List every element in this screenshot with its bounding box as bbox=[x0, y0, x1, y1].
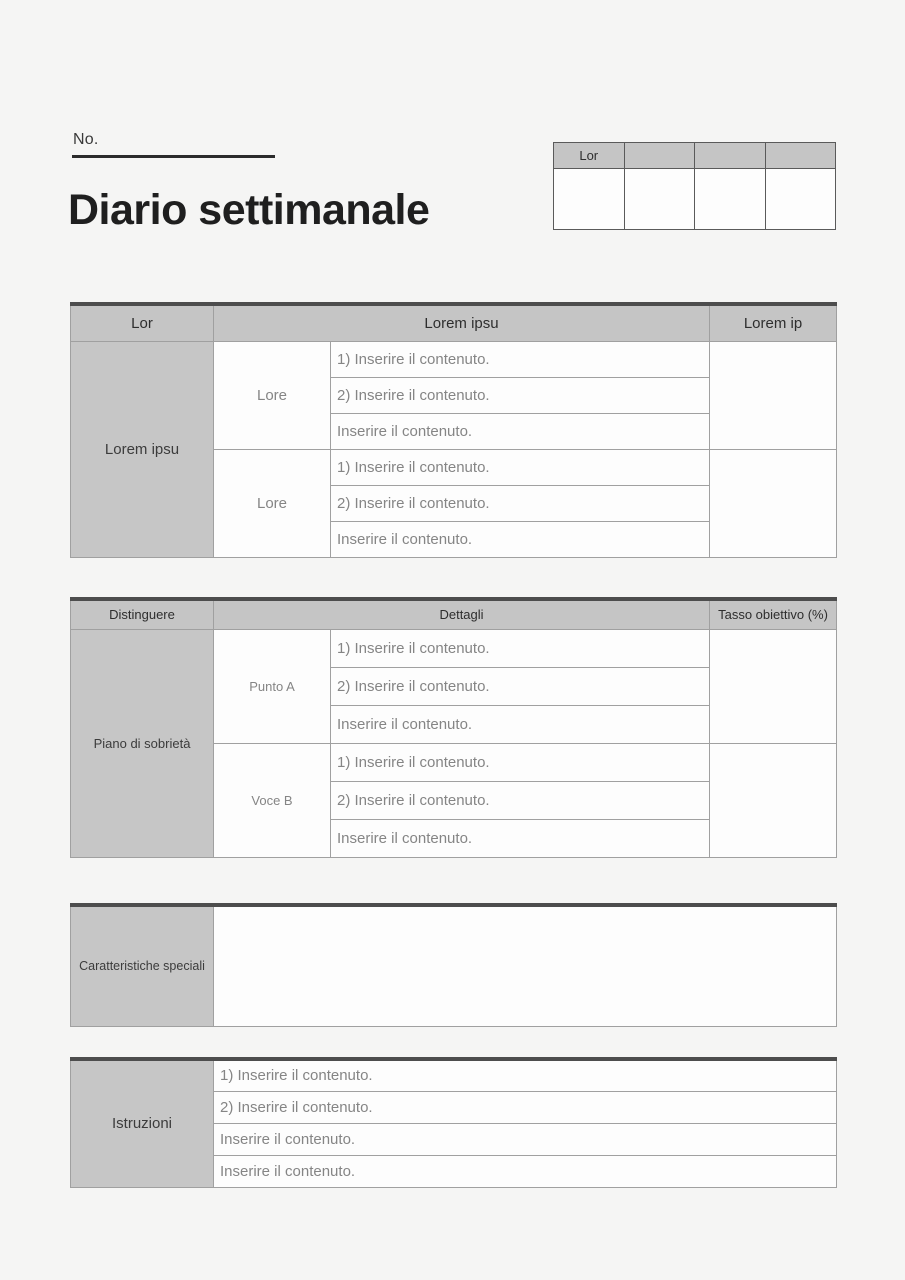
table2-group1-label: Punto A bbox=[214, 629, 331, 743]
table2-content-cell: Inserire il contenuto. bbox=[331, 819, 710, 857]
table2-header-distinguere: Distinguere bbox=[71, 599, 214, 629]
table4-content-cell: Inserire il contenuto. bbox=[214, 1155, 837, 1187]
corner-header-cell: Lor bbox=[554, 143, 625, 169]
table-row bbox=[71, 1059, 837, 1091]
table1-content-cell: Inserire il contenuto. bbox=[331, 413, 710, 449]
corner-header-cell bbox=[695, 143, 766, 169]
table2-content-cell: 1) Inserire il contenuto. bbox=[331, 743, 710, 781]
table2-content-cell: 1) Inserire il contenuto. bbox=[331, 629, 710, 667]
table1-header-lorem-ip: Lorem ip bbox=[710, 304, 837, 341]
corner-empty-cell bbox=[765, 169, 836, 230]
special-features-table bbox=[70, 903, 837, 1027]
corner-empty-cell bbox=[554, 169, 625, 230]
corner-empty-cell bbox=[695, 169, 766, 230]
table1-target-cell bbox=[710, 449, 837, 557]
weekly-table-1 bbox=[70, 302, 837, 558]
table4-content-cell: 1) Inserire il contenuto. bbox=[214, 1059, 837, 1091]
table2-content-cell: Inserire il contenuto. bbox=[331, 705, 710, 743]
sobriety-plan-table bbox=[70, 597, 837, 858]
corner-header-cell bbox=[765, 143, 836, 169]
table2-content-cell: 2) Inserire il contenuto. bbox=[331, 667, 710, 705]
corner-number-table bbox=[553, 142, 836, 230]
document-number-underline bbox=[72, 155, 275, 158]
table2-header-dettagli: Dettagli bbox=[214, 599, 710, 629]
table4-content-cell: Inserire il contenuto. bbox=[214, 1123, 837, 1155]
corner-header-cell bbox=[624, 143, 695, 169]
corner-empty-cell bbox=[624, 169, 695, 230]
table-row bbox=[71, 629, 837, 667]
table3-category-cell: Caratteristiche speciali bbox=[71, 905, 214, 1026]
table2-category-cell: Piano di sobrietà bbox=[71, 629, 214, 857]
table-row bbox=[71, 341, 837, 377]
table1-content-cell: 1) Inserire il contenuto. bbox=[331, 449, 710, 485]
table1-content-cell: 1) Inserire il contenuto. bbox=[331, 341, 710, 377]
table1-content-cell: 2) Inserire il contenuto. bbox=[331, 377, 710, 413]
table1-content-cell: 2) Inserire il contenuto. bbox=[331, 485, 710, 521]
table4-content-cell: 2) Inserire il contenuto. bbox=[214, 1091, 837, 1123]
page-title: Diario settimanale bbox=[68, 186, 430, 234]
table1-target-cell bbox=[710, 341, 837, 449]
table2-header-row bbox=[71, 599, 837, 629]
table-row bbox=[71, 905, 837, 1026]
table4-category-cell: Istruzioni bbox=[71, 1059, 214, 1187]
table1-group2-label: Lore bbox=[214, 449, 331, 557]
table2-group2-label: Voce B bbox=[214, 743, 331, 857]
table1-content-cell: Inserire il contenuto. bbox=[331, 521, 710, 557]
table2-target-cell bbox=[710, 629, 837, 743]
table1-header-row bbox=[71, 304, 837, 341]
table2-content-cell: 2) Inserire il contenuto. bbox=[331, 781, 710, 819]
table1-header-lorem-ipsu: Lorem ipsu bbox=[214, 304, 710, 341]
corner-body-row bbox=[554, 169, 836, 230]
table1-header-lor: Lor bbox=[71, 304, 214, 341]
table2-header-tasso: Tasso obiettivo (%) bbox=[710, 599, 837, 629]
corner-header-row bbox=[554, 143, 836, 169]
table1-category-cell: Lorem ipsu bbox=[71, 341, 214, 557]
table3-content-cell bbox=[214, 905, 837, 1026]
instructions-table bbox=[70, 1057, 837, 1188]
document-number-label: No. bbox=[73, 131, 99, 148]
table2-target-cell bbox=[710, 743, 837, 857]
table1-group1-label: Lore bbox=[214, 341, 331, 449]
